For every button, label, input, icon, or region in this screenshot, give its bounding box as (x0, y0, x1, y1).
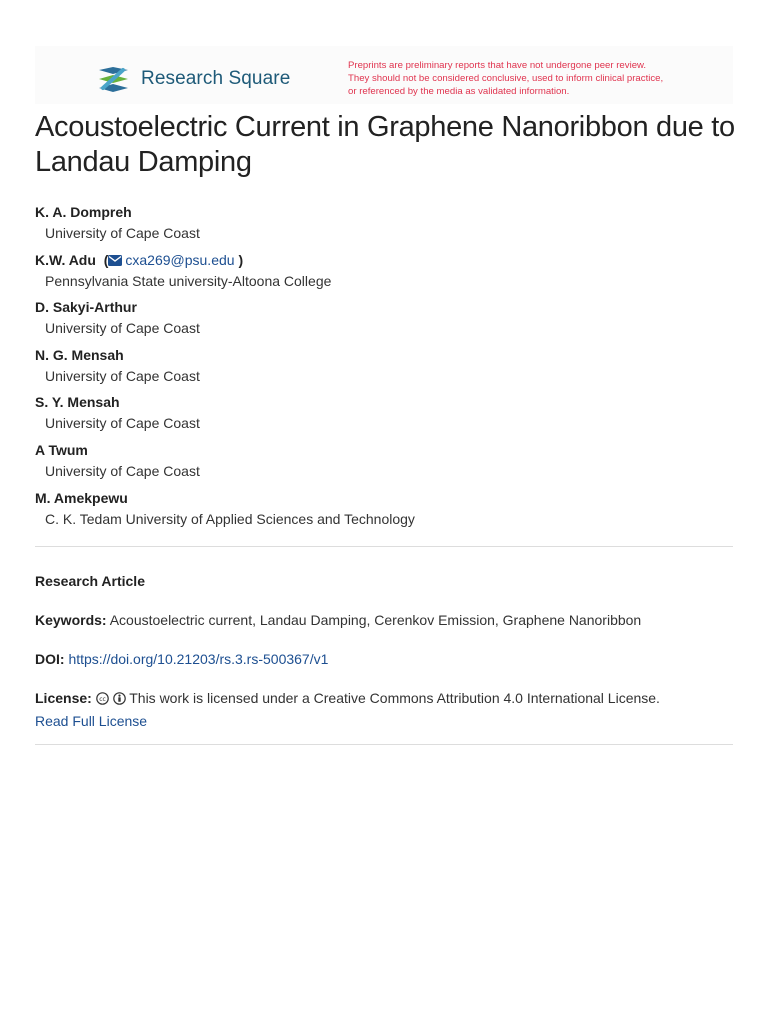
author-entry (35, 392, 735, 440)
read-full-license-link[interactable]: Read Full License (35, 713, 148, 729)
author-affiliation: C. K. Tedam University of Applied Sciences and Technology (45, 510, 415, 527)
paper-title: Acoustoelectric Current in Graphene Nanoribbon due to Landau Damping (35, 111, 735, 178)
author-entry (35, 297, 735, 345)
author-entry: K.W. Adu ( cxa269@psu.edu ) Pennsylvania State university-Altoona College (35, 250, 735, 298)
brand-name: Research Square (141, 68, 291, 89)
notice-line: They should not be considered conclusive, used to inform clinical practice, (348, 73, 664, 84)
author-entry (35, 440, 735, 488)
email-text: cxa269@psu.edu (125, 251, 235, 268)
author-entry (35, 488, 735, 536)
author-affiliation: University of Cape Coast (45, 367, 200, 384)
author-email-link[interactable] (108, 252, 234, 268)
preprint-notice (348, 59, 663, 98)
keywords-label: Keywords: (35, 612, 107, 628)
research-square-logo-icon (95, 64, 132, 94)
article-type (35, 570, 735, 593)
author-name: A Twum (35, 441, 88, 458)
author-affiliation: University of Cape Coast (45, 225, 200, 241)
research-square-logo[interactable] (95, 64, 290, 94)
author-affiliation: University of Cape Coast (45, 320, 200, 337)
svg-text:cc: cc (98, 696, 106, 703)
doi-row (35, 648, 735, 671)
author-name: K.W. Adu (35, 251, 96, 268)
creative-commons-icon (96, 692, 109, 705)
divider (35, 744, 733, 745)
license-text: This work is licensed under a Creative Commons Attribution 4.0 International License. (129, 690, 660, 706)
attribution-icon (113, 692, 126, 705)
author-entry (35, 345, 735, 393)
article-type-label: Research Article (35, 573, 145, 589)
author-affiliation: University of Cape Coast (45, 415, 200, 432)
notice-line: Preprints are preliminary reports that have not undergone peer review. (348, 60, 647, 71)
author-name: S. Y. Mensah (35, 394, 120, 411)
author-name: K. A. Dompreh (35, 204, 132, 220)
preprint-banner (35, 46, 733, 104)
author-entry (35, 202, 735, 250)
author-affiliation: Pennsylvania State university-Altoona College (45, 272, 332, 289)
author-name: N. G. Mensah (35, 346, 124, 363)
keywords-value: Acoustoelectric current, Landau Damping, Cerenkov Emission, Graphene Nanoribbon (109, 612, 642, 628)
author-name: D. Sakyi-Arthur (35, 299, 137, 316)
keywords-row (35, 609, 735, 632)
doi-link[interactable]: https://doi.org/10.21203/rs.3.rs-500367/v1 (68, 651, 329, 667)
divider (35, 546, 733, 547)
doi-label: DOI: (35, 651, 65, 667)
license-row (35, 687, 735, 733)
author-affiliation: University of Cape Coast (45, 462, 200, 479)
envelope-icon (108, 255, 122, 266)
author-name: M. Amekpewu (35, 489, 128, 506)
license-label: License: (35, 690, 92, 706)
author-list (35, 202, 735, 535)
notice-line: or referenced by the media as validated information. (348, 86, 570, 97)
